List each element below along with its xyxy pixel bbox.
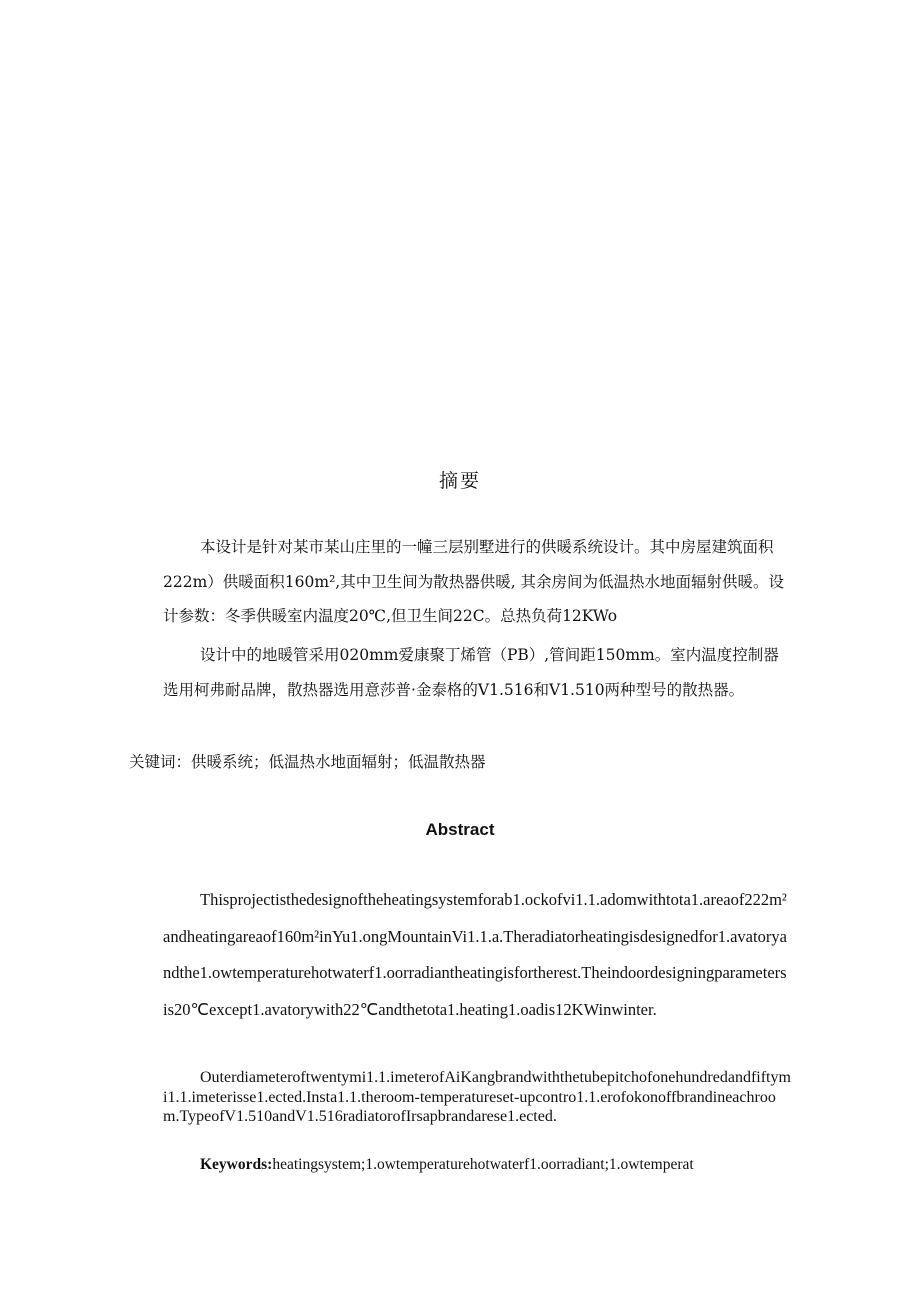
abstract-cn-keywords: 关键词：供暖系统；低温热水地面辐射；低温散热器 [129,753,486,771]
abstract-en-keywords-text: heatingsystem;1.owtemperaturehotwaterf1.oorradiant;1.owtemperat [272,1156,694,1173]
abstract-en-keywords-label: Keywords: [200,1156,273,1173]
abstract-cn-paragraph-2: 设计中的地暖管采用020mm爱康聚丁烯管（PB）,管间距150mm。室内温度控制器选用柯弗耐品牌，散热器选用意莎普·金泰格的V1.516和V1.510两种型号的散热器。 [163,646,779,699]
abstract-cn-paragraph-1: 本设计是针对某市某山庄里的一幢三层别墅进行的供暖系统设计。其中房屋建筑面积222m）供暖面积160m²,其中卫生间为散热器供暖, 其余房间为低温热水地面辐射供暖。设计参数：冬季供暖室内温度20℃,但卫生间22C。总热负荷12KWo [163,538,785,625]
abstract-en-keywords [200,1156,694,1174]
abstract-en-title: Abstract [425,820,495,839]
abstract-cn-title: 摘要 [438,470,481,492]
abstract-en-paragraph-1: Thisprojectisthedesignoftheheatingsystemforab1.ockofvi1.1.adomwithtota1.areaof222m²andheatingareaof160m²inYu1.ongMountainVi1.1.a.Theradiatorheatingisdesignedfor1.avatoryandthe1.owtemperaturehotwaterf1.oorradiantheatingisfortherest.Theindoordesigningparametersis20℃except1.avatorywith22℃andthetota1.heating1.oadis12KWinwinter. [163,890,787,1019]
abstract-en-paragraph-2: Outerdiameteroftwentymi1.1.imeterofAiKangbrandwiththetubepitchofonehundredandfiftymi1.1.imeterisse1.ected.Insta1.1.theroom-temperatureset-upcontro1.1.erofokonoffbrandineachroom.TypeofV1.510andV1.516radiatorofIrsapbrandarese1.ected. [163,1069,791,1125]
